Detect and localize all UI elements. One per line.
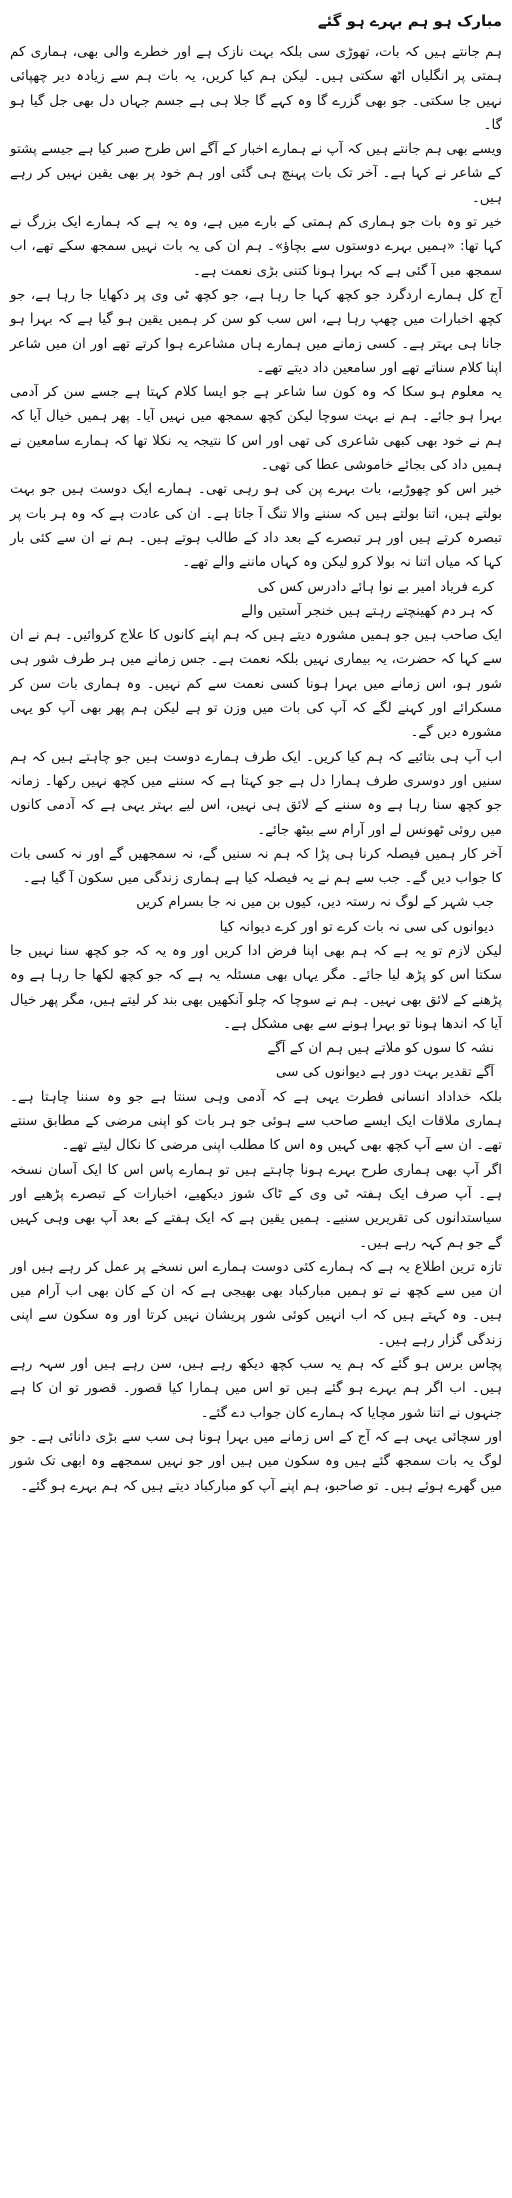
article-body [10, 40, 502, 1498]
poetry-verse: کہ ہر دم کھینچتے رہتے ہیں خنجر آستیں والے [241, 602, 494, 619]
article-paragraph: ایک صاحب ہیں جو ہمیں مشورہ دیتے ہیں کہ ہم اپنے کانوں کا علاج کروائیں۔ ہم نے ان سے کہا کہ حضرت، یہ بیماری نہیں بلکہ نعمت ہے۔ جس زمانے میں ہر طرف شور ہی شور ہو، اس زمانے میں بہرا ہونا کسی نعمت سے کم نہیں۔ وہ ہماری بات سن کر مسکرائے اور کہنے لگے کہ آپ کی بات میں وزن تو ہے لیکن ہم پھر بھی آپ کو یہی مشورہ دیں گے۔ [10, 627, 502, 741]
article-paragraph: آخر کار ہمیں فیصلہ کرنا ہی پڑا کہ ہم نہ سنیں گے، نہ سمجھیں گے اور نہ کسی بات کا جواب دیں گے۔ جب سے ہم نے یہ فیصلہ کیا ہے ہماری زندگی میں سکون آ گیا ہے۔ [10, 845, 502, 887]
poetry-verse: کرے فریاد امیر بے نوا ہائے دادرس کس کی [257, 578, 494, 595]
article-paragraph: لیکن لازم تو یہ ہے کہ ہم بھی اپنا فرض ادا کریں اور وہ یہ کہ جو کچھ سنا نہیں جا سکتا اس کو پڑھ لیا جائے۔ مگر یہاں بھی مسئلہ یہ ہے کہ جو کچھ لکھا جا رہا ہے وہ پڑھنے کے لائق بھی نہیں۔ ہم نے سوچا کہ چلو آنکھیں بھی بند کر لیتے ہیں، مگر پھر خیال آیا کہ اندھا ہونا تو بہرا ہونے سے بھی مشکل ہے۔ [10, 942, 502, 1032]
poetry-verse: دیوانوں کی سی نہ بات کرے تو اور کرے دیوانہ کیا [219, 918, 494, 935]
poetry-verse: نشہ کا سوں کو ملاتے ہیں ہم ان کے آگے [267, 1040, 494, 1057]
article-paragraph: پچاس برس ہو گئے کہ ہم یہ سب کچھ دیکھ رہے ہیں، سن رہے ہیں اور سہہ رہے ہیں۔ اب اگر ہم بہرے ہو گئے ہیں تو اس میں ہمارا کیا قصور۔ قصور تو ان کا ہے جنہوں نے اتنا شور مچایا کہ ہمارے کان جواب دے گئے۔ [10, 1356, 502, 1421]
article-paragraph: ویسے بھی ہم جانتے ہیں کہ آپ نے ہمارے اخبار کے آگے اس طرح صبر کیا ہے جیسے پشتو کے شاعر نے کہا ہے۔ آخر تک بات پہنچ ہی گئی اور ہم خود پر بھی یقین نہیں کر رہے ہیں۔ [10, 141, 502, 206]
poetry-verse: آگے تقدیر بہت دور ہے دیوانوں کی سی [275, 1064, 494, 1081]
article-paragraph: اب آپ ہی بتائیے کہ ہم کیا کریں۔ ایک طرف ہمارے دوست ہیں جو چاہتے ہیں کہ ہم سنیں اور دوسری طرف ہمارا دل ہے جو کہتا ہے کہ سننے میں کچھ نہیں رکھا۔ زمانہ جو کچھ سنا رہا ہے وہ سننے کے لائق ہی نہیں، اس لیے بہتر یہی ہے کہ آدمی کانوں میں روئی ٹھونس لے اور آرام سے بیٹھ جائے۔ [10, 748, 502, 838]
article-paragraph: اگر آپ بھی ہماری طرح بہرے ہونا چاہتے ہیں تو ہمارے پاس اس کا ایک آسان نسخہ ہے۔ آپ صرف ایک ہفتہ ٹی وی کے ٹاک شوز دیکھیے، اخبارات کے تبصرے پڑھیے اور سیاستدانوں کی تقریریں سنیے۔ ہمیں یقین ہے کہ ایک ہفتے کے بعد آپ بھی وہی کہیں گے جو ہم کہہ رہے ہیں۔ [10, 1161, 502, 1251]
article-paragraph: یہ معلوم ہو سکا کہ وہ کون سا شاعر ہے جو ایسا کلام کہتا ہے جسے سن کر آدمی بہرا ہو جائے۔ ہم نے بہت سوچا لیکن کچھ سمجھ میں نہیں آیا۔ پھر ہمیں خیال آیا کہ ہم نے خود بھی کبھی شاعری کی تھی اور اس کا نتیجہ یہ نکلا تھا کہ ہمارے سامعین نے ہمیں داد کی بجائے خاموشی عطا کی تھی۔ [10, 384, 502, 474]
article-paragraph: اور سچائی یہی ہے کہ آج کے اس زمانے میں بہرا ہونا ہی سب سے بڑی دانائی ہے۔ جو لوگ یہ بات سمجھ گئے ہیں وہ سکون میں ہیں اور جو نہیں سمجھے وہ ابھی تک شور میں گھرے ہوئے ہیں۔ تو صاحبو، ہم اپنے آپ کو مبارکباد دیتے ہیں کہ ہم بہرے ہو گئے۔ [10, 1428, 502, 1494]
article-paragraph: خیر اس کو چھوڑیے، بات بہرے پن کی ہو رہی تھی۔ ہمارے ایک دوست ہیں جو بہت بولتے ہیں، اتنا بولتے ہیں کہ سننے والا تنگ آ جاتا ہے۔ ان کی عادت ہے کہ وہ ہر بات پر تبصرہ کرتے ہیں اور ہر تبصرے کے بعد داد کے طالب ہوتے ہیں۔ ہم نے ان سے کئی بار کہا کہ میاں اتنا نہ بولا کرو لیکن وہ کہاں ماننے والے تھے۔ [10, 481, 502, 571]
poetry-verse: جب شہر کے لوگ نہ رستہ دیں، کیوں بن میں نہ جا بسرام کریں [136, 894, 494, 911]
article-headline: مبارک ہو ہم بہرے ہو گئے [317, 12, 502, 30]
article-paragraph: آج کل ہمارے اردگرد جو کچھ کہا جا رہا ہے، جو کچھ ٹی وی پر دکھایا جا رہا ہے، جو کچھ اخبارات میں چھپ رہا ہے، اس سب کو سن کر ہمیں یقین ہو گیا ہے کہ بہرا ہو جانا ہی بہتر ہے۔ کسی زمانے میں ہمارے ہاں مشاعرے ہوا کرتے تھے اور ان میں شاعر اپنا کلام سناتے تھے اور سامعین داد دیتے تھے۔ [10, 286, 502, 376]
article-paragraph: بلکہ خداداد انسانی فطرت یہی ہے کہ آدمی وہی سنتا ہے جو وہ سننا چاہتا ہے۔ ہماری ملاقات ایک ایسے صاحب سے ہوئی جو ہر بات کو اپنی مرضی کے مطابق سنتے تھے۔ ان سے آپ کچھ بھی کہیں وہ اس کا مطلب اپنی مرضی کا نکال لیتے تھے۔ [10, 1088, 502, 1154]
article-paragraph: ہم جانتے ہیں کہ بات، تھوڑی سی بلکہ بہت نازک ہے اور خطرے والی بھی، ہماری کم ہمتی پر انگلیاں اٹھ سکتی ہیں۔ لیکن ہم کیا کریں، یہ بات ہم سے زیادہ دیر چھپائی نہیں جا سکتی۔ جو بھی گزرے گا وہ کہے گا جلا ہی ہے جسم جہاں دل بھی جل گیا ہو گا۔ [10, 44, 502, 133]
article-paragraph: تازہ ترین اطلاع یہ ہے کہ ہمارے کئی دوست ہمارے اس نسخے پر عمل کر رہے ہیں اور ان میں سے کچھ نے تو ہمیں مبارکباد بھی بھیجی ہے کہ ان کے کان بھی اب آرام میں ہیں۔ وہ کہتے ہیں کہ اب انہیں کوئی شور پریشان نہیں کرتا اور وہ سکون سے اپنی زندگی گزار رہے ہیں۔ [10, 1258, 502, 1348]
article-paragraph: خیر تو وہ بات جو ہماری کم ہمتی کے بارے میں ہے، وہ یہ ہے کہ ہمارے ایک بزرگ نے کہا تھا: «ہمیں بہرے دوستوں سے بچاؤ»۔ ہم ان کی یہ بات نہیں سمجھ سکے تھے، اب سمجھ میں آ گئی ہے کہ بہرا ہونا کتنی بڑی نعمت ہے۔ [10, 214, 502, 279]
